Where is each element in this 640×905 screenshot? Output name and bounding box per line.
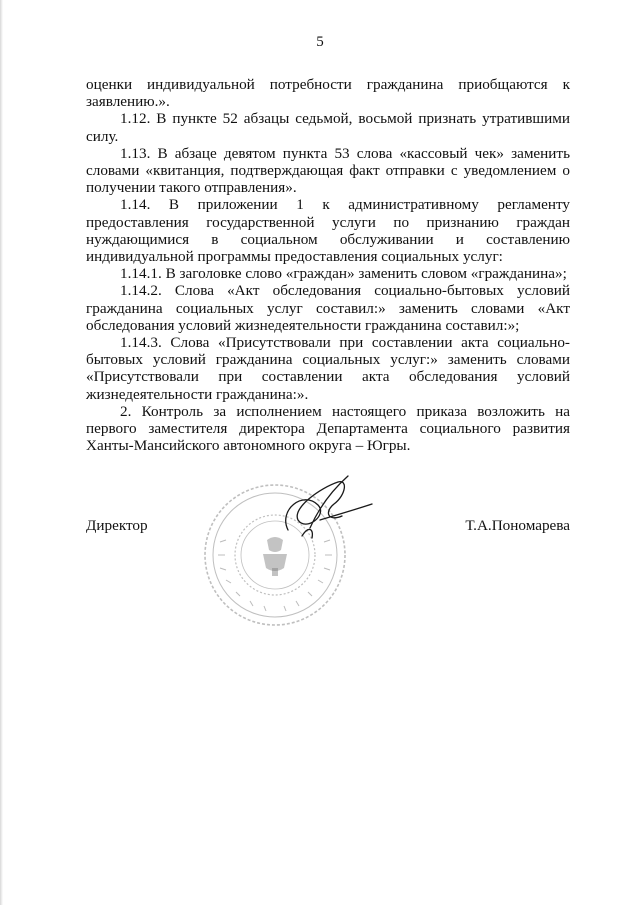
paragraph-1-14-1: 1.14.1. В заголовке слово «граждан» заменить словом «гражданина»; <box>120 265 567 283</box>
paragraph-1-14-2: 1.14.2. Слова «Акт обследования социально-бытовых условий гражданина социальных услуг составил:» заменить словами «Акт обследования условий жизнедеятельности гражданина составил:»; <box>86 282 570 334</box>
document-body <box>86 76 570 454</box>
paragraph-1-14-3: 1.14.3. Слова «Присутствовали при составлении акта социально-бытовых условий гражданина социальных услуг:» заменить словами «Присутствовали при составлении акта обследования условий жизнедеятельности гражданина:». <box>86 334 570 403</box>
signature-block <box>86 517 570 539</box>
paragraph-1-13: 1.13. В абзаце девятом пункта 53 слова «кассовый чек» заменить словами «квитанция, подтверждающая факт отправки с уведомлением о получении такого отправления». <box>86 144 570 197</box>
page-number: 5 <box>316 34 324 50</box>
page-edge <box>0 0 3 905</box>
signatory-position: Директор <box>86 517 148 534</box>
paragraph-continuation: оценки индивидуальной потребности гражданина приобщаются к заявлению.». <box>86 76 570 111</box>
signatory-name: Т.А.Пономарева <box>465 517 570 534</box>
paragraph-1-12: 1.12. В пункте 52 абзацы седьмой, восьмой признать утратившими силу. <box>86 110 570 145</box>
paragraph-2: 2. Контроль за исполнением настоящего приказа возложить на первого заместителя директора Департамента социального развития Ханты-Мансийского автономного округа – Югры. <box>86 402 570 455</box>
paragraph-1-14: 1.14. В приложении 1 к административному регламенту предоставления государственной услуги по признанию граждан нуждающимися в социальном обслуживании и составлению индивидуальной программы предоставления социальных услуг: <box>86 196 570 266</box>
